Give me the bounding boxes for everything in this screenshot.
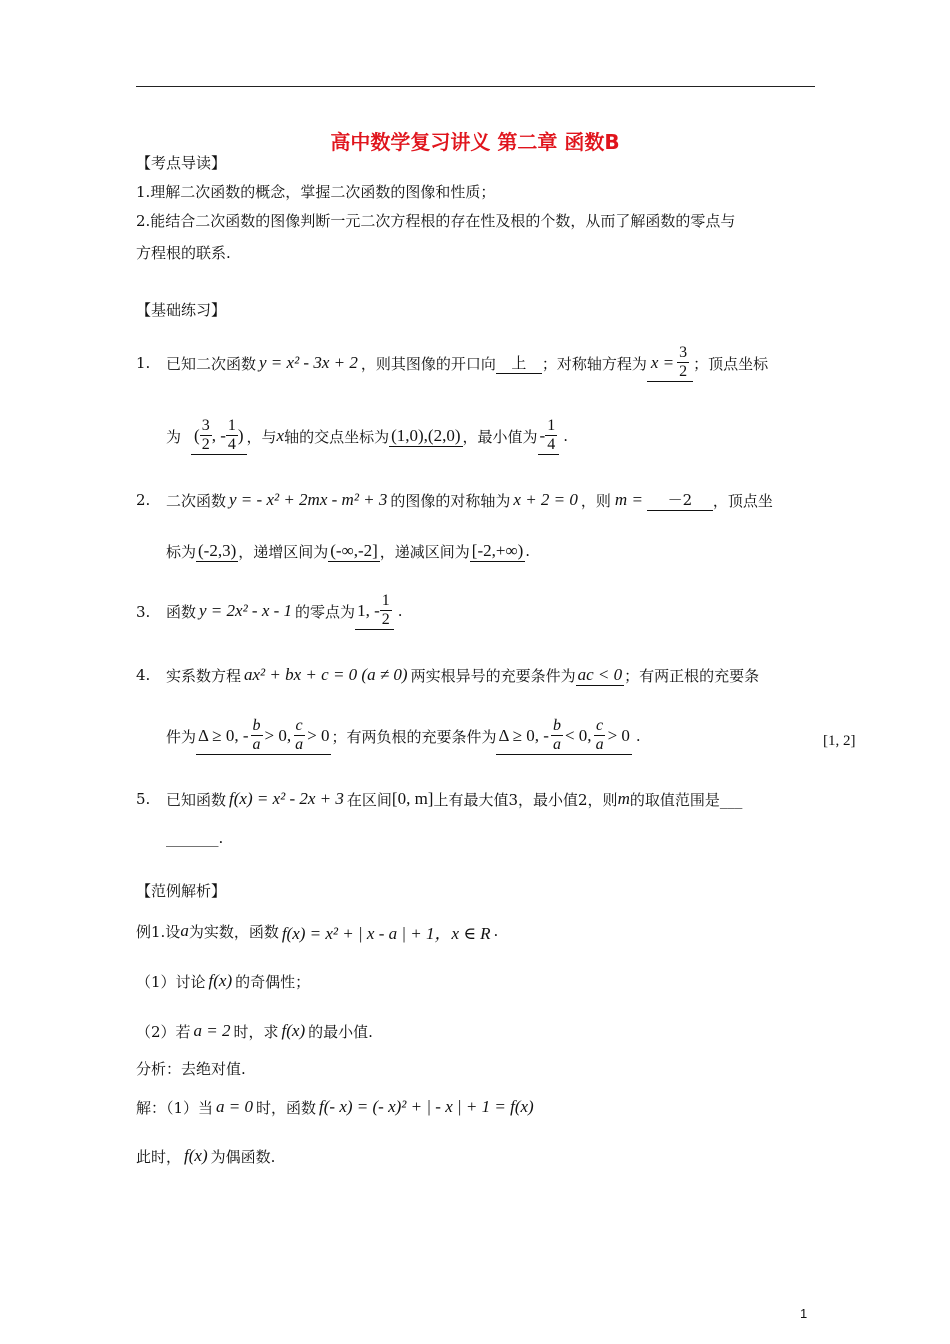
q1-text-h: ，最小值为 [462, 427, 538, 446]
q2-line1: 二次函数 y = - x² + 2mx - m² + 3 的图像的对称轴为 x + 2 = 0 ，则 m = －2 ，顶点坐 [166, 490, 773, 510]
q1-text-d: ；顶点坐标 [693, 354, 769, 373]
q1-line1 [166, 340, 768, 386]
q5-m-var: m [617, 789, 630, 808]
q1-answer-open: 上 [496, 352, 542, 374]
q3-line: 函数 y = 2x² - x - 1 的零点为 1, - $\frac{1}{2}$ . [166, 592, 403, 628]
q1-expression: y = x² - 3x + 2 [259, 353, 358, 372]
q1-text-e: 为 [166, 427, 182, 446]
q1-line2: 为 ( $\frac{3}{2}$ , - $\frac{1}{4}$ ) ，与 x 轴的交点坐标为 (1,0),(2,0) ，最小值为 - $\frac{1}{4}$ . [166, 417, 568, 453]
page-number: 1 [800, 1306, 808, 1321]
q2-answer-m: －2 [647, 489, 713, 511]
q2-expression: y = - x² + 2mx - m² + 3 [229, 490, 388, 509]
guide-item-1: 1.理解二次函数的概念，掌握二次函数的图像和性质； [136, 183, 496, 201]
q1-axis-lhs: x = [650, 352, 675, 372]
example1-solution: 解：（1）当 a = 0 时，函数 f(- x) = (- x)² + | - x | + 1 = f(x) [136, 1097, 534, 1117]
example1-function: f(x) = x² + | x - a | + 1，x ∈ R [281, 923, 491, 943]
q1-text-a: 已知二次函数 [166, 354, 257, 373]
q5-number: 5. [136, 790, 151, 808]
q2-m-var: m = [614, 490, 643, 509]
q2-line2: 标为 (-2,3) ，递增区间为 (-∞,-2] ，递减区间为 [-2,+∞) . [166, 540, 531, 561]
q4-line2: 件为 Δ ≥ 0, - $\frac{b}{a}$ > 0, $\frac{c}{a}$ > 0 ；有两负根的充要条件为 Δ ≥ 0, - $\frac{b}{a}$ < 0, $\frac{c}{a}$ > 0 . [166, 717, 641, 753]
header-rule [136, 86, 815, 87]
q5-line1: 已知函数 f(x) = x² - 2x + 3 在区间 [0, m] 上有最大值3，最小值2，则 m 的取值范围是___ [166, 789, 743, 809]
section-examples-heading: 【范例解析】 [136, 882, 227, 900]
q5-interval: [0, m] [391, 789, 434, 808]
q4-number: 4. [136, 666, 151, 684]
q1-number: 1. [136, 354, 151, 372]
example1-part2: （2）若 a = 2 时，求 f(x) 的最小值. [136, 1021, 373, 1041]
example1-analysis: 分析：去绝对值. [136, 1060, 246, 1078]
q1-text-f: ，与 [246, 427, 277, 446]
q3-expression: y = 2x² - x - 1 [199, 601, 293, 620]
q1-text-b: ，则其图像的开口向 [360, 354, 496, 373]
q4-answer-negative-roots: Δ ≥ 0, - $\frac{b}{a}$ < 0, $\frac{c}{a}$ > 0 [498, 717, 630, 753]
q1-vertex-x: $\frac{3}{2}$ [201, 417, 210, 453]
example1-solution-expression: f(- x) = (- x)² + | - x | + 1 = f(x) [319, 1097, 534, 1116]
example1-part1: （1）讨论 f(x) 的奇偶性； [136, 971, 311, 991]
example1-statement: 例1.设 a 为实数，函数 f(x) = x² + | x - a | + 1，x ∈ R . [136, 917, 498, 945]
q4-line1: 实系数方程 ax² + bx + c = 0 (a ≠ 0) 两实根异号的充要条件为 ac < 0 ；有两正根的充要条 [166, 664, 760, 685]
q4-equation: ax² + bx + c = 0 (a ≠ 0) [244, 665, 408, 684]
q1-x-var: x [276, 426, 285, 445]
q4-answer-positive-roots: Δ ≥ 0, - $\frac{b}{a}$ > 0, $\frac{c}{a}$ > 0 [198, 717, 330, 753]
guide-item-3: 方程根的联系. [136, 244, 231, 262]
guide-item-2: 2.能结合二次函数的图像判断一元二次方程根的存在性及根的个数，从而了解函数的零点与 [136, 212, 736, 230]
page-title: 高中数学复习讲义 第二章 函数B [330, 130, 620, 154]
q5-answer-blank: _______. [166, 829, 224, 847]
q1-vertex: ( $\frac{3}{2}$ , - $\frac{1}{4}$ ) [191, 417, 247, 455]
q2-vertex: (-2,3) [198, 540, 237, 560]
section-guide-heading: 【考点导读】 [136, 154, 227, 172]
q1-vertex-y: $\frac{1}{4}$ [227, 417, 236, 453]
q1-text-g: 轴的交点坐标为 [284, 427, 390, 446]
q1-text-c: ；对称轴方程为 [541, 354, 647, 373]
section-basic-heading: 【基础练习】 [136, 301, 227, 319]
q4-answer-opposite-signs: ac < 0 [577, 664, 623, 684]
q4-side-note: [1, 2] [823, 733, 856, 749]
q5-expression: f(x) = x² - 2x + 3 [229, 789, 344, 808]
q1-axis-fraction: $\frac{3}{2}$ [679, 344, 688, 380]
q2-decreasing-interval: [-2,+∞) [471, 540, 524, 560]
q1-intersections: (1,0),(2,0) [391, 425, 461, 445]
q3-zeros: 1, - $\frac{1}{2}$ [355, 592, 394, 630]
q2-number: 2. [136, 491, 151, 509]
q2-axis: x + 2 = 0 [513, 490, 578, 509]
q3-number: 3. [136, 603, 151, 621]
q2-increasing-interval: (-∞,-2] [330, 540, 378, 560]
q1-minimum: - $\frac{1}{4}$ [538, 417, 560, 455]
example1-conclusion: 此时， f(x) 为偶函数. [136, 1146, 276, 1166]
